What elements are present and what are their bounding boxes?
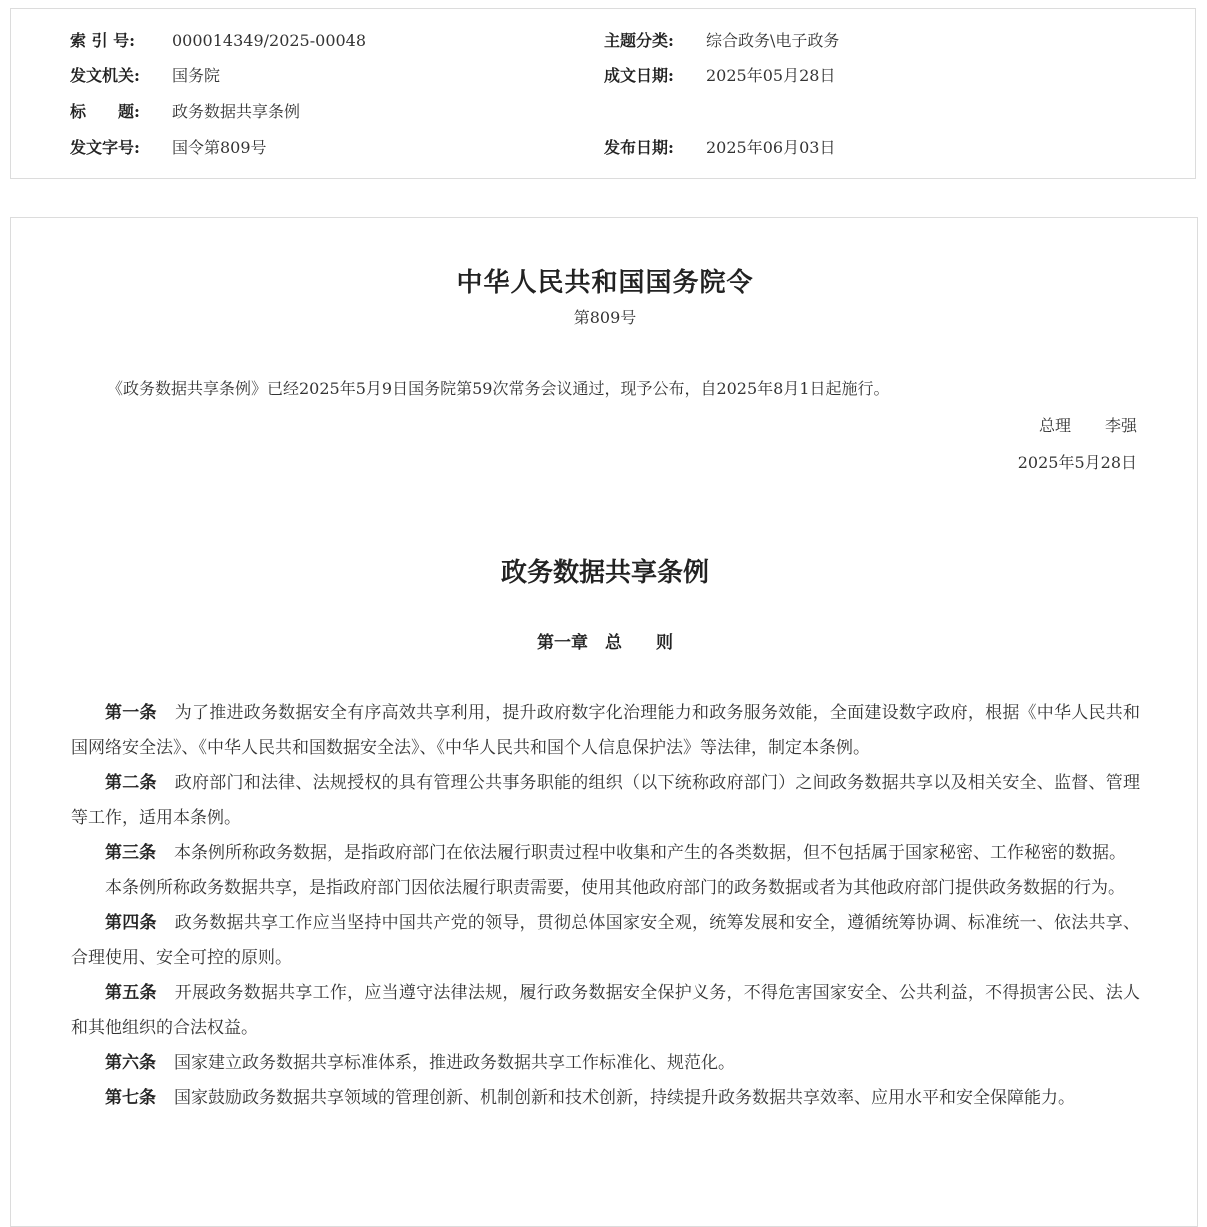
article-label: 第五条 — [105, 983, 157, 1003]
meta-label: 发布日期: — [604, 138, 674, 157]
article-text: 本条例所称政务数据，是指政府部门在依法履行职责过程中收集和产生的各类数据，但不包括属于国家秘密、工作秘密的数据。 — [174, 843, 1126, 863]
order-title: 中华人民共和国国务院令 — [456, 268, 754, 298]
article-paragraph — [71, 1046, 1140, 1081]
article-paragraph — [71, 766, 1140, 836]
meta-title — [70, 100, 300, 124]
article-text: 本条例所称政务数据共享，是指政府部门因依法履行职责需要，使用其他政府部门的政务数据或者为其他政府部门提供政务数据的行为。 — [105, 878, 1125, 898]
article-label: 第六条 — [105, 1053, 156, 1073]
article-paragraph — [71, 871, 1140, 906]
regulation-title: 政务数据共享条例 — [500, 558, 709, 588]
signer — [1039, 413, 1137, 436]
meta-value: 国务院 — [172, 66, 221, 85]
signer-name: 李强 — [1104, 416, 1137, 435]
meta-value: 政务数据共享条例 — [172, 102, 301, 121]
article-text: 政府部门和法律、法规授权的具有管理公共事务职能的组织（以下统称政府部门）之间政务数据共享以及相关安全、监督、管理等工作，适用本条例。 — [71, 773, 1141, 828]
article-label: 第四条 — [105, 913, 157, 933]
signer-role: 总理 — [1038, 416, 1071, 435]
article-text: 开展政务数据共享工作，应当遵守法律法规，履行政务数据安全保护义务，不得危害国家安全、公共利益，不得损害公民、法人和其他组织的合法权益。 — [71, 983, 1141, 1038]
meta-label: 发文机关: — [70, 66, 140, 85]
meta-index-number — [70, 29, 366, 53]
article-paragraph — [71, 976, 1140, 1046]
meta-value: 国令第809号 — [172, 138, 267, 157]
article-text: 国家鼓励政务数据共享领域的管理创新、机制创新和技术创新，持续提升政务数据共享效率、应用水平和安全保障能力。 — [174, 1088, 1075, 1108]
meta-value: 2025年06月03日 — [706, 138, 836, 157]
article-label: 第三条 — [105, 843, 156, 863]
signature-date: 2025年5月28日 — [1017, 453, 1137, 472]
chapter-heading: 第一章 总 则 — [537, 633, 673, 653]
article-label: 第一条 — [105, 703, 157, 723]
decree-text: 《政务数据共享条例》已经2025年5月9日国务院第59次常务会议通过，现予公布，自2025年8月1日起施行。 — [107, 379, 890, 398]
article-paragraph — [71, 906, 1140, 976]
meta-category — [604, 29, 839, 53]
meta-document-number — [70, 136, 267, 160]
meta-value: 2025年05月28日 — [706, 66, 836, 85]
article-paragraph — [71, 696, 1140, 766]
article-label: 第二条 — [105, 773, 157, 793]
meta-publish-date — [604, 136, 835, 160]
meta-label: 主题分类: — [604, 31, 674, 50]
article-text: 国家建立政务数据共享标准体系，推进政务数据共享工作标准化、规范化。 — [174, 1053, 735, 1073]
meta-label: 发文字号: — [70, 138, 140, 157]
meta-value: 000014349/2025-00048 — [172, 31, 367, 50]
article-paragraph — [71, 1081, 1140, 1116]
meta-label: 成文日期: — [604, 66, 674, 85]
regulation-body — [71, 696, 1140, 1116]
meta-value: 综合政务\电子政务 — [706, 31, 840, 50]
article-text: 政务数据共享工作应当坚持中国共产党的领导，贯彻总体国家安全观，统筹发展和安全，遵循统筹协调、标准统一、依法共享、合理使用、安全可控的原则。 — [71, 913, 1141, 968]
document-content-panel — [10, 217, 1198, 1227]
article-paragraph — [71, 836, 1140, 871]
meta-label: 索 引 号: — [70, 31, 136, 50]
order-number: 第809号 — [573, 308, 637, 327]
meta-written-date — [604, 64, 835, 88]
document-metadata-panel — [10, 8, 1196, 179]
meta-issuer — [70, 64, 220, 88]
article-text: 为了推进政务数据安全有序高效共享利用，提升政府数字化治理能力和政务服务效能，全面建设数字政府，根据《中华人民共和国网络安全法》、《中华人民共和国数据安全法》、《中华人民共和国个人信息保护法》等法律，制定本条例。 — [71, 703, 1141, 758]
meta-label: 标 题: — [70, 102, 140, 121]
article-label: 第七条 — [105, 1088, 156, 1108]
